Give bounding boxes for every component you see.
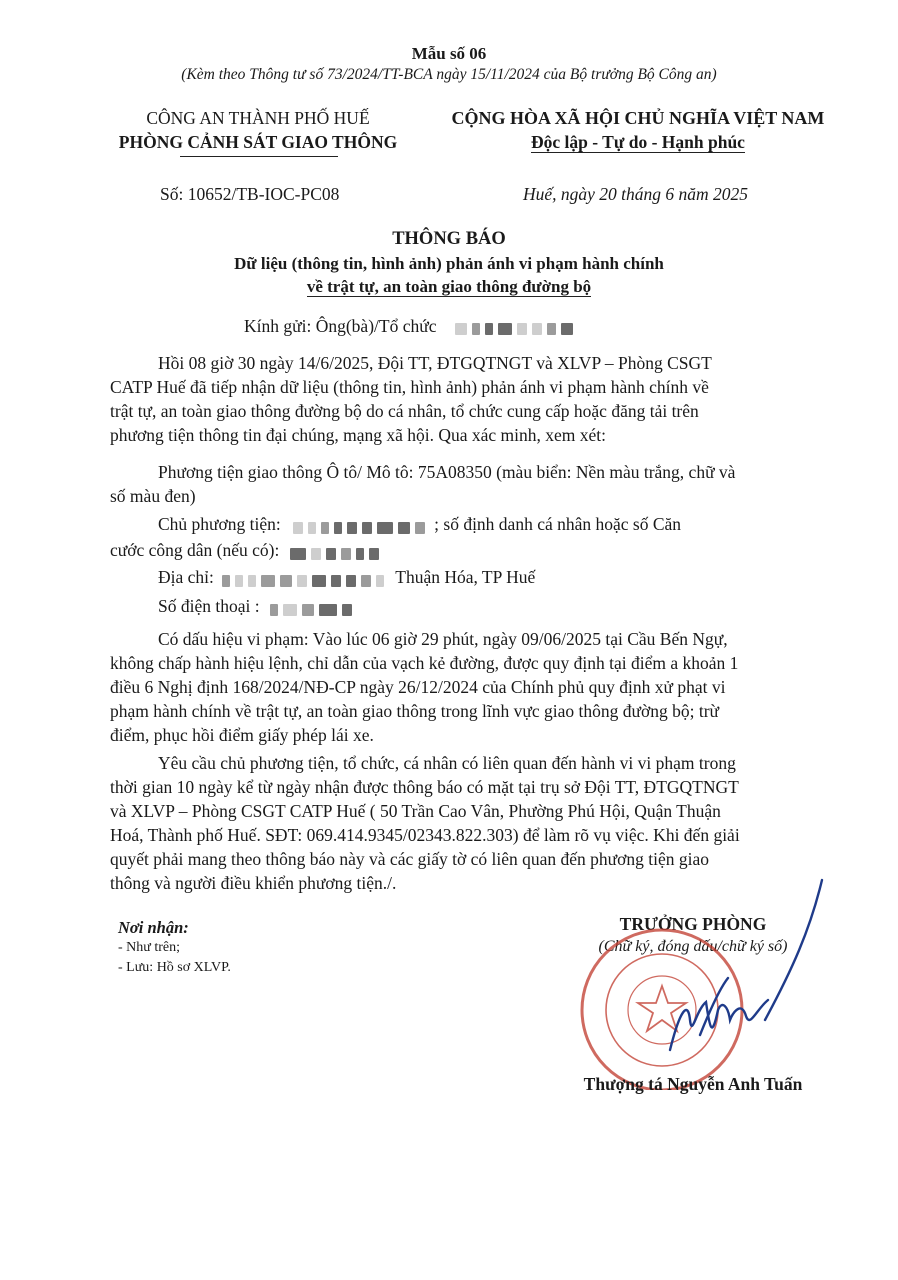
violation-line: Có dấu hiệu vi phạm: Vào lúc 06 giờ 29 phút, ngày 09/06/2025 tại Cầu Bến Ngự, [158,629,728,649]
violation-line: phạm hành chính về trật tự, an toàn giao thông trong lĩnh vực giao thông đường bộ; trừ [110,701,720,721]
nation-motto [428,132,848,153]
handwritten-signature [670,880,822,1050]
owner-paragraph [110,512,810,564]
recipient-label: Kính gửi: Ông(bà)/Tổ chức [244,316,437,336]
violation-paragraph [110,627,810,747]
address-line [110,565,810,591]
request-line: thời gian 10 ngày kể từ ngày nhận được thông báo có mặt tại trụ sở Đội TT, ĐTGQTNGT [110,777,739,797]
recipients-heading: Nơi nhận: [118,918,189,937]
vehicle-line: Phương tiện giao thông Ô tô/ Mô tô: 75A08350 (màu biển: Nền màu trắng, chữ và [158,462,736,482]
request-line: quyết phải mang theo thông báo này và các giấy tờ có liên quan đến phương tiện giao [110,849,710,869]
id-line [110,538,810,564]
subtitle-line2-text: về trật tự, an toàn giao thông đường bộ [306,277,592,296]
document-date: Huế, ngày 20 tháng 6 năm 2025 [523,184,749,204]
owner-suffix: ; số định danh cá nhân hoặc số Căn [434,514,682,534]
owner-line [110,512,810,538]
agency-underline [180,156,338,157]
intro-line: trật tự, an toàn giao thông đường bộ do cá nhân, tổ chức cung cấp hoặc đăng tải trên [110,401,699,421]
recipient-line [244,316,578,338]
phone-paragraph [110,594,810,620]
nation-motto-text: Độc lập - Tự do - Hạnh phúc [531,132,745,152]
document-title: THÔNG BÁO [392,229,506,249]
signer-name: Thượng tá Nguyễn Anh Tuấn [583,1074,803,1094]
agency-name-text: PHÒNG CẢNH SÁT GIAO THÔNG [118,132,398,152]
redacted-phone [270,596,357,620]
owner-label: Chủ phương tiện: [158,514,281,534]
request-line: và XLVP – Phòng CSGT CATP Huế ( 50 Trần Cao Vân, Phường Phú Hội, Quận Thuận [110,801,721,821]
intro-line: phương tiện thông tin đại chúng, mạng xã hội. Qua xác minh, xem xét: [110,425,607,445]
seal-and-signature [560,860,850,1090]
agency-name [98,132,418,153]
redacted-recipient [455,317,578,338]
redacted-owner [293,514,430,538]
form-number: Mẫu số 06 [411,44,487,63]
recipients-item: - Như trên; [118,940,181,955]
phone-line [110,594,810,620]
document-subtitle-line2 [0,277,898,297]
document-number: Số: 10652/TB-IOC-PC08 [160,184,340,204]
signature-note: (Chữ ký, đóng dấu/chữ ký số) [598,938,788,955]
id-label: cước công dân (nếu có): [110,539,280,560]
redacted-address [222,567,389,591]
intro-line: CATP Huế đã tiếp nhận dữ liệu (thông tin, hình ảnh) phản ánh vi phạm hành chính về [110,377,709,397]
vehicle-line: số màu đen) [110,486,196,506]
agency-parent: CÔNG AN THÀNH PHỐ HUẾ [146,108,370,128]
violation-line: không chấp hành hiệu lệnh, chỉ dẫn của vạch kẻ đường, được quy định tại điểm a khoản 1 [110,653,739,673]
redacted-id [290,540,384,564]
recipients-item: - Lưu: Hồ sơ XLVP. [118,960,231,975]
intro-paragraph [110,351,810,447]
request-line: Hoá, Thành phố Huế. SĐT: 069.414.9345/02343.822.303) để làm rõ vụ việc. Khi đến giải [110,825,740,845]
violation-line: điều 6 Nghị định 168/2024/NĐ-CP ngày 26/12/2024 của Chính phủ quy định xử phạt vi [110,677,726,697]
document-subtitle-line1: Dữ liệu (thông tin, hình ảnh) phản ánh vi phạm hành chính [234,254,664,273]
signer-position: TRƯỞNG PHÒNG [619,914,767,934]
vehicle-paragraph [110,460,810,508]
request-line: thông và người điều khiển phương tiện./. [110,873,397,893]
address-paragraph [110,565,810,591]
intro-line: Hồi 08 giờ 30 ngày 14/6/2025, Đội TT, ĐTGQTNGT và XLVP – Phòng CSGT [158,353,712,373]
address-label: Địa chỉ: [158,567,214,587]
form-reference: (Kèm theo Thông tư số 73/2024/TT-BCA ngày 15/11/2024 của Bộ trưởng Bộ Công an) [181,66,717,83]
address-suffix: Thuận Hóa, TP Huế [395,567,536,587]
request-line: Yêu cầu chủ phương tiện, tổ chức, cá nhân có liên quan đến hành vi vi phạm trong [158,753,736,773]
phone-label: Số điện thoại : [158,596,260,616]
violation-line: điểm, phục hồi điểm giấy phép lái xe. [110,725,374,745]
nation-title: CỘNG HÒA XÃ HỘI CHỦ NGHĨA VIỆT NAM [451,108,825,128]
